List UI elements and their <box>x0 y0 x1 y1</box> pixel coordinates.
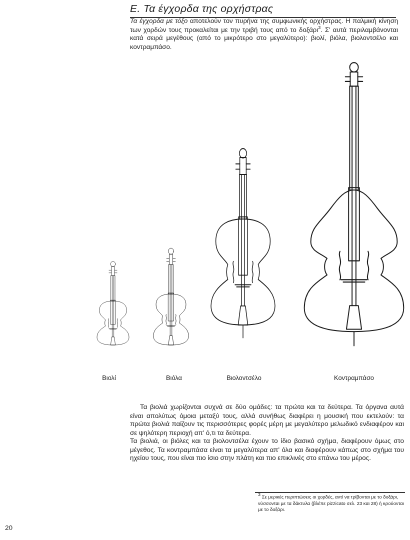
viola-label: Βιόλα <box>166 375 182 382</box>
body-text <box>130 404 404 464</box>
double-bass-drawing <box>304 63 403 346</box>
footnote-mark: 3 <box>258 492 261 497</box>
cello-label: Βιολοντσέλο <box>226 375 262 382</box>
footnote-reference: 3 <box>318 24 321 30</box>
violin-drawing <box>97 261 129 345</box>
footnote <box>258 492 406 514</box>
footnote-text: Σε μερικές περιπτώσεις οι χορδές, αντί να τρίβονται με το δοξάρι, νύσσονται με τα δάκτυλα (βλέπε pizzicato σελ. 23 και 28) ή κρούονται με το δοξάρι. <box>258 495 404 513</box>
page-number: 20 <box>5 525 13 532</box>
intro-lead: Τα έγχορδα με τόξο <box>130 18 188 25</box>
intro-text: αποτελούν τον πυρήνα της συμφωνικής ορχήστρας. Η παλμική κίνηση των χορδών τους προκαλείται με την τριβή τους από το δοξάρι <box>130 18 399 34</box>
violin-label: Βιολί <box>102 375 116 382</box>
intro-text-continued: . Σ' αυτά περιλαμβάνονται κατά σειρά μεγέθους (από το μικρότερο στο μεγαλύτερο): βιολί, βιόλα, βιολοντσέλο και κοντραμπάσο. <box>130 26 398 51</box>
paragraph-violin-groups: Τα βιολιά χωρίζονται συχνά σε δύο ομάδες: τα πρώτα και τα δεύτερα. Τα όργανα αυτά είναι απολύτως όμοια μεταξύ τους, αλλά συνήθως διαφέρει η μουσική που εκτελούν: τα πρώτα βιολιά παίζουν τις περισσότερες φορές μέρη με μεγαλύτερο μελωδικό ενδιαφέρον και σε ψηλότερη περιοχή απ' ό,τι τα δεύτερα. <box>130 404 404 437</box>
double-bass-label: Κοντραμπάσο <box>334 375 374 382</box>
paragraph-instrument-shapes: Τα βιολιά, οι βιόλες και τα βιολοντσέλα έχουν το ίδιο βασικό σχήμα, διαφέρουν όμως στο μέγεθος. Τα κοντραμπάσα είναι τα μεγαλύτερα απ' όλα και διαφέρουν κάπως στο σχήμα του ηχείου τους, που είναι πιο ίσιο στην πλάτη και πιο επικλινές στο επάνω του μέρος. <box>130 438 404 463</box>
footnote-rule <box>255 492 405 493</box>
cello-drawing <box>211 149 275 338</box>
section-title: Ε. Τα έγχορδα της ορχήστρας <box>130 3 274 15</box>
viola-drawing <box>153 248 188 345</box>
